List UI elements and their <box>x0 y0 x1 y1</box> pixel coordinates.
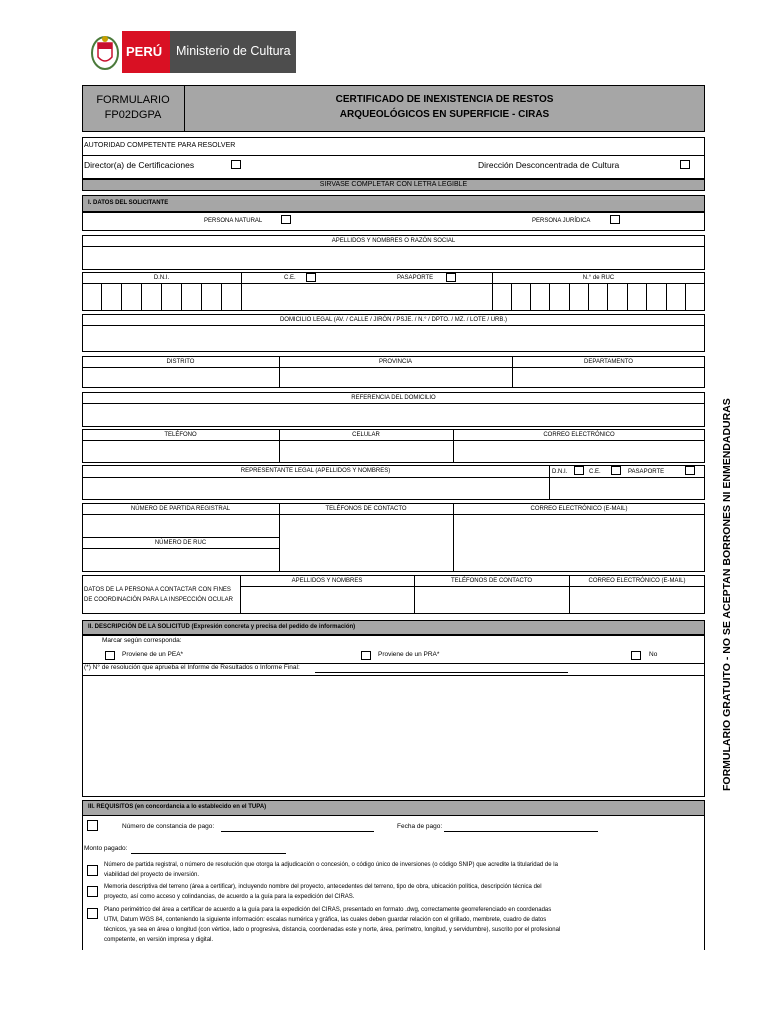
rep-dni-checkbox[interactable] <box>574 466 584 475</box>
contact-telefonos-label: TELÉFONOS DE CONTACTO <box>450 578 533 584</box>
rep-pasaporte-label: PASAPORTE <box>628 469 665 475</box>
ministry-logo <box>88 29 296 75</box>
req2-checkbox[interactable] <box>87 886 98 897</box>
ce-pasaporte-input[interactable] <box>242 284 491 310</box>
contact-desc-line1: DATOS DE LA PERSONA A CONTACTAR CON FINES <box>84 587 231 593</box>
monto-label: Monto pagado: <box>84 845 128 852</box>
form-title-line1: CERTIFICADO DE INEXISTENCIA DE RESTOS <box>335 94 554 105</box>
numero-ruc-label: NÚMERO DE RUC <box>154 540 207 546</box>
ce-checkbox[interactable] <box>306 273 316 282</box>
distrito-label: DISTRITO <box>166 359 195 365</box>
side-note: FORMULARIO GRATUITO - NO SE ACEPTAN BORRONES NI ENMENDADURAS <box>721 398 733 791</box>
pea-checkbox[interactable] <box>105 651 115 660</box>
req2-line1: Memoria descriptiva del terreno (área a certificar), incluyendo nombre del proyecto, antecedentes del terreno, tipo de obra, ubicación política, descripción técnica del <box>104 884 542 890</box>
provincia-field[interactable] <box>280 368 511 387</box>
constancia-label: Número de constancia de pago: <box>122 823 215 830</box>
representante-field[interactable] <box>83 478 548 499</box>
resolucion-label: (*) N° de resolución que aprueba el Informe de Resultados o Informe Final: <box>84 664 300 671</box>
req1-line2: viabilidad del proyecto de inversión. <box>104 872 200 878</box>
pra-label: Proviene de un PRA* <box>378 651 440 658</box>
req1-line1: Número de partida registral, o número de resolución que otorga la adjudicación o concesión, o código único de inversiones (o código SNIP) que acredite la titularidad de la <box>104 862 558 868</box>
pasaporte-checkbox[interactable] <box>446 273 456 282</box>
coat-of-arms-icon <box>90 33 120 71</box>
dni-label: D.N.I. <box>153 275 170 281</box>
correo-field[interactable] <box>454 441 704 462</box>
provincia-label: PROVINCIA <box>378 359 412 365</box>
contact-apellidos-label: APELLIDOS Y NOMBRES <box>291 578 363 584</box>
fecha-label: Fecha de pago: <box>397 823 443 830</box>
constancia-field[interactable] <box>221 831 374 832</box>
departamento-field[interactable] <box>513 368 704 387</box>
marcar-label: Marcar según corresponda: <box>102 637 182 644</box>
domicilio-field[interactable] <box>83 326 704 351</box>
req3-line2: UTM, Datum WGS 84, conteniendo la siguiente información: escalas numérica y gráfica, las cuales deben guardar relación con el grillado, membrete, cuadro de datos <box>104 917 547 923</box>
logo-ministry: Ministerio de Cultura <box>176 44 291 58</box>
telefonos-contacto-field[interactable] <box>280 515 452 571</box>
partida-field[interactable] <box>83 515 278 536</box>
logo-country: PERÚ <box>126 44 163 59</box>
telefono-label: TELÉFONO <box>164 432 197 438</box>
section1-header <box>82 195 705 212</box>
section3-title: III. REQUISITOS (en concordancia a lo establecido en el TUPA) <box>88 804 267 810</box>
domicilio-label: DOMICILIO LEGAL (AV. / CALLE / JIRÓN / PSJE. / N.° / DPTO. / MZ. / LOTE / URB.) <box>279 317 508 323</box>
rep-ce-label: C.E. <box>589 469 601 475</box>
telefonos-contacto-label: TELÉFONOS DE CONTACTO <box>325 506 407 512</box>
celular-field[interactable] <box>280 441 452 462</box>
description-field[interactable] <box>83 676 704 796</box>
rep-dni-label: D.N.I. <box>552 469 568 475</box>
contact-telefonos-field[interactable] <box>415 587 568 613</box>
partida-label: NÚMERO DE PARTIDA REGISTRAL <box>130 506 231 512</box>
rep-pasaporte-checkbox[interactable] <box>685 466 695 475</box>
form-code-line1: FORMULARIO <box>96 94 170 106</box>
no-label: No <box>649 651 658 658</box>
persona-juridica-label: PERSONA JURÍDICA <box>532 218 591 224</box>
celular-label: CELULAR <box>352 432 380 438</box>
monto-field[interactable] <box>131 853 286 854</box>
req3-line4: competente, en versión impresa y digital. <box>104 937 214 943</box>
legible-banner-text: SIRVASE COMPLETAR CON LETRA LEGIBLE <box>319 181 468 188</box>
correo-email-label: CORREO ELECTRÓNICO (E-MAIL) <box>530 506 628 512</box>
contact-desc-line2: DE COORDINACIÓN PARA LA INSPECCIÓN OCULAR <box>84 597 233 603</box>
constancia-checkbox[interactable] <box>87 820 98 831</box>
persona-juridica-checkbox[interactable] <box>610 215 620 224</box>
authority-option1-label: Director(a) de Certificaciones <box>84 160 195 170</box>
departamento-label: DEPARTAMENTO <box>584 359 633 365</box>
persona-natural-label: PERSONA NATURAL <box>204 218 263 224</box>
form-title-line2: ARQUEOLÓGICOS EN SUPERFICIE - CIRAS <box>339 109 550 120</box>
resolucion-field[interactable] <box>315 672 568 673</box>
numero-ruc-field[interactable] <box>83 549 278 571</box>
no-checkbox[interactable] <box>631 651 641 660</box>
authority-option2-label: Dirección Desconcentrada de Cultura <box>478 160 620 170</box>
apellidos-field[interactable] <box>83 247 704 269</box>
correo-email-field[interactable] <box>454 515 704 571</box>
dni-input-cells[interactable] <box>82 283 241 311</box>
ruc-input-cells[interactable] <box>492 283 705 311</box>
contact-apellidos-field[interactable] <box>241 587 413 613</box>
req1-checkbox[interactable] <box>87 865 98 876</box>
referencia-label: REFERENCIA DEL DOMICILIO <box>351 395 436 401</box>
section2-title: II. DESCRIPCIÓN DE LA SOLICITUD (Expresión concreta y precisa del pedido de información) <box>88 624 356 630</box>
pasaporte-label: PASAPORTE <box>397 275 434 281</box>
authority-option1-checkbox[interactable] <box>231 160 241 169</box>
authority-label: AUTORIDAD COMPETENTE PARA RESOLVER <box>84 142 236 149</box>
req3-line1: Plano perimétrico del área a certificar de acuerdo a la guía para la expedición del CIRAS, presentado en formato .dwg, correctamente georreferenciado en coordenadas <box>104 907 552 913</box>
authority-option2-checkbox[interactable] <box>680 160 690 169</box>
correo-label: CORREO ELECTRÓNICO <box>543 432 615 438</box>
pra-checkbox[interactable] <box>361 651 371 660</box>
section1-title: I. DATOS DEL SOLICITANTE <box>88 200 169 206</box>
req3-line3: técnicos, ya sea en área o longitud (con vértice, lado o progresiva, distancia, coordenadas este y norte, área, perímetro, longitud, y servidumbre), suscrito por el profesional <box>104 927 561 933</box>
form-code-line2: FP02DGPA <box>104 109 162 121</box>
persona-natural-checkbox[interactable] <box>281 215 291 224</box>
rep-ce-checkbox[interactable] <box>611 466 621 475</box>
referencia-field[interactable] <box>83 404 704 426</box>
ruc-label: N.° de RUC <box>582 275 615 281</box>
pea-label: Proviene de un PEA* <box>122 651 184 658</box>
ce-label: C.E. <box>284 275 296 281</box>
fecha-field[interactable] <box>444 831 598 832</box>
representante-label: REPRESENTANTE LEGAL (APELLIDOS Y NOMBRES) <box>240 468 391 474</box>
telefono-field[interactable] <box>83 441 278 462</box>
req2-line2: proyecto, así como acceso y colindancias, de acuerdo a la guía para la expedición del CIRAS. <box>104 894 355 900</box>
req3-checkbox[interactable] <box>87 908 98 919</box>
contact-correo-field[interactable] <box>570 587 704 613</box>
apellidos-label: APELLIDOS Y NOMBRES O RAZÓN SOCIAL <box>331 238 456 244</box>
distrito-field[interactable] <box>83 368 278 387</box>
contact-correo-label: CORREO ELECTRÓNICO (E-MAIL) <box>588 578 686 584</box>
